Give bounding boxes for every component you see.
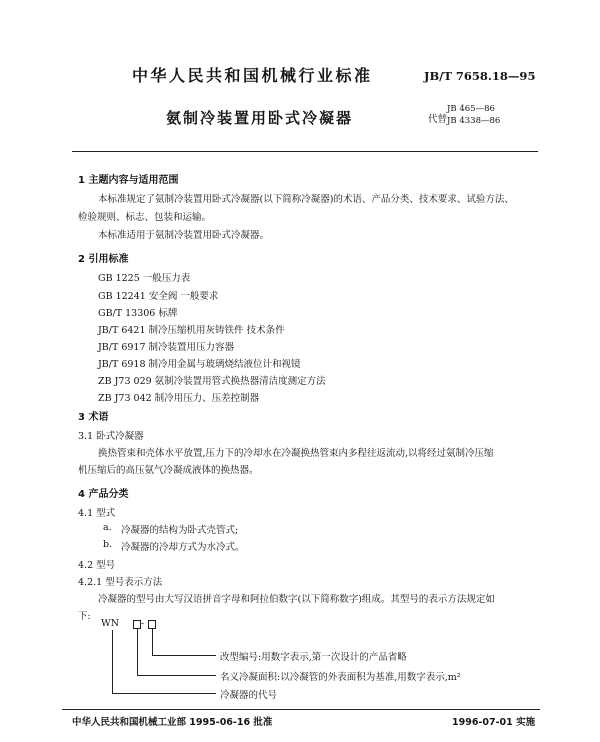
label-code: 冷凝器的代号: [220, 690, 278, 701]
list-item-b: 冷凝器的冷却方式为水冷式。: [121, 542, 245, 553]
reference-item: ZB J73 029 氨制冷装置用管式换热器清洁度测定方法: [98, 376, 326, 387]
reference-item: GB/T 13306 标牌: [98, 308, 178, 319]
reference-item: ZB J73 042 制冷用压力、压差控制器: [98, 393, 260, 404]
list-marker-a: a.: [103, 522, 112, 533]
replaces-2: JB 4338—86: [447, 116, 501, 126]
section-3-1-heading: 3.1 卧式冷凝器: [78, 431, 144, 442]
leader-3-vertical: [112, 630, 113, 693]
section-2-heading: 2 引用标准: [78, 254, 129, 265]
model-prefix: WN: [101, 618, 120, 629]
label-revision: 改型编号:用数字表示,第一次设计的产品省略: [220, 652, 407, 663]
label-area: 名义冷凝面积:以冷凝管的外表面积为基准,用数字表示,m²: [220, 672, 461, 683]
leader-2-vertical: [137, 629, 138, 675]
footer-rule: [62, 709, 540, 710]
standard-number: JB/T 7658.18—95: [424, 69, 536, 83]
section-4-2-heading: 4.2 型号: [78, 560, 116, 571]
section-1-para-cont: 检验规则、标志、包装和运输。: [78, 212, 212, 223]
reference-item: JB/T 6917 制冷装置用压力容器: [98, 342, 235, 353]
reference-item: JB/T 6918 制冷用金属与玻璃烧结液位计和视镜: [98, 359, 301, 370]
section-3-1-para: 换热管束和壳体水平放置,压力下的冷却水在冷凝换热管束内多程往返流动,以将经过氨制冷压缩: [98, 448, 494, 459]
standard-title: 中华人民共和国机械行业标准: [132, 66, 373, 85]
reference-item: GB 1225 一般压力表: [98, 273, 191, 284]
replaces-label: 代替: [428, 114, 448, 125]
section-1-para: 本标准规定了氨制冷装置用卧式冷凝器(以下简称冷凝器)的术语、产品分类、技术要求、试验方法、: [98, 194, 514, 205]
section-3-heading: 3 术语: [78, 412, 109, 423]
section-4-1-heading: 4.1 型式: [78, 508, 116, 519]
header-rule: [72, 151, 538, 152]
section-4-2-1-para: 冷凝器的型号由大写汉语拼音字母和阿拉伯数字(以下简称数字)组成。其型号的表示方法规定如: [98, 594, 495, 605]
document-title: 氨制冷装置用卧式冷凝器: [166, 109, 354, 127]
reference-item: GB 12241 安全阀 一般要求: [98, 291, 219, 302]
revision-box: [148, 620, 156, 629]
leader-1-horizontal: [152, 655, 216, 656]
separator-dash: -: [141, 619, 145, 629]
section-4-2-1-para-cont: 下:: [78, 611, 91, 622]
leader-1-vertical: [152, 629, 153, 655]
leader-3-horizontal: [112, 693, 216, 694]
effective-date: 1996-07-01 实施: [452, 717, 536, 728]
section-4-heading: 4 产品分类: [78, 489, 129, 500]
section-1-heading: 1 主题内容与适用范围: [78, 175, 179, 186]
leader-2-horizontal: [137, 675, 216, 676]
section-4-2-1-heading: 4.2.1 型号表示方法: [78, 577, 163, 588]
area-box: [133, 620, 141, 629]
replaces-1: JB 465—86: [447, 104, 495, 114]
approval-info: 中华人民共和国机械工业部 1995-06-16 批准: [72, 717, 273, 728]
reference-item: JB/T 6421 制冷压缩机用灰铸铁件 技术条件: [98, 325, 285, 336]
section-3-1-para-cont: 机压缩后的高压氨气冷凝成液体的换热器。: [78, 465, 259, 476]
section-1-scope: 本标准适用于氨制冷装置用卧式冷凝器。: [98, 230, 270, 241]
list-item-a: 冷凝器的结构为卧式壳管式;: [121, 525, 239, 536]
list-marker-b: b.: [103, 539, 113, 550]
